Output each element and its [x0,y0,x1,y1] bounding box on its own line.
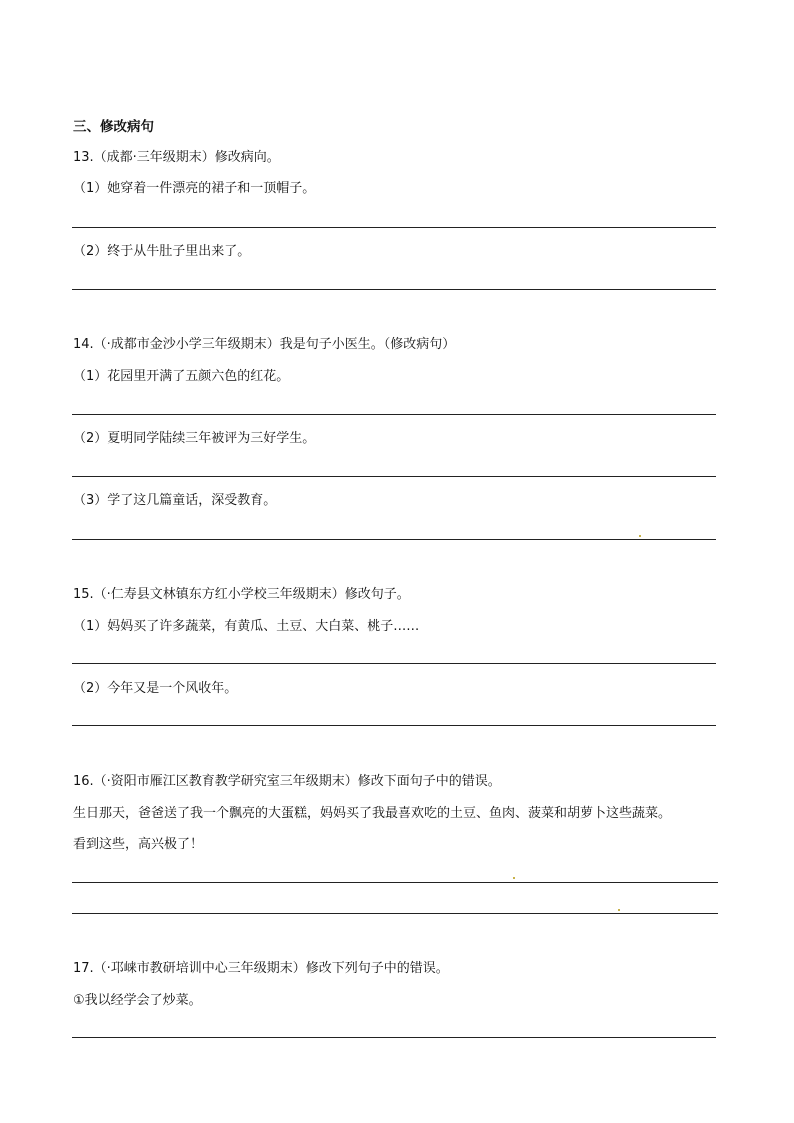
question-13-item-1: （1）她穿着一件漂亮的裙子和一顶帽子。 [73,181,316,196]
question-17-header: 17.（·邛崃市教研培训中心三年级期末）修改下列句子中的错误。 [73,961,449,976]
question-15-header: 15.（·仁寿县文林镇东方红小学校三年级期末）修改句子。 [73,587,410,602]
answer-line[interactable] [72,1037,716,1038]
answer-line[interactable] [72,476,716,477]
answer-line[interactable] [72,663,716,664]
question-16-header: 16.（·资阳市雁江区教育教学研究室三年级期末）修改下面句子中的错误。 [73,774,501,789]
question-14-item-1: （1）花园里开满了五颜六色的红花。 [73,369,290,384]
answer-line[interactable] [72,227,716,228]
question-13-header: 13.（成都·三年级期末）修改病向。 [73,150,280,165]
answer-line[interactable] [72,725,716,726]
scan-dot [618,909,620,911]
answer-line[interactable] [72,289,716,290]
scan-dot [513,877,515,879]
question-14-item-3: （3）学了这几篇童话，深受教育。 [73,493,277,508]
question-13-item-2: （2）终于从牛肚子里出来了。 [73,244,251,259]
answer-line[interactable] [72,414,716,415]
question-16-body-2: 看到这些，高兴极了！ [73,837,204,852]
question-16-body-1: 生日那天，爸爸送了我一个飘亮的大蛋糕，妈妈买了我最喜欢吃的土豆、鱼肉、菠菜和胡萝卜这些蔬菜。 [73,806,672,821]
section-title: 三、修改病句 [73,119,154,135]
question-15-item-2: （2）今年又是一个风收年。 [73,681,238,696]
question-17-item-1: ①我以经学会了炒菜。 [73,993,202,1008]
answer-line[interactable] [72,882,718,883]
scan-dot [639,535,641,537]
question-15-item-1: （1）妈妈买了许多蔬菜，有黄瓜、土豆、大白菜、桃子…… [73,619,420,634]
question-14-header: 14.（·成都市金沙小学三年级期末）我是句子小医生。（修改病句） [73,337,456,352]
answer-line[interactable] [72,913,718,914]
question-14-item-2: （2）夏明同学陆续三年被评为三好学生。 [73,431,316,446]
answer-line[interactable] [72,539,716,540]
